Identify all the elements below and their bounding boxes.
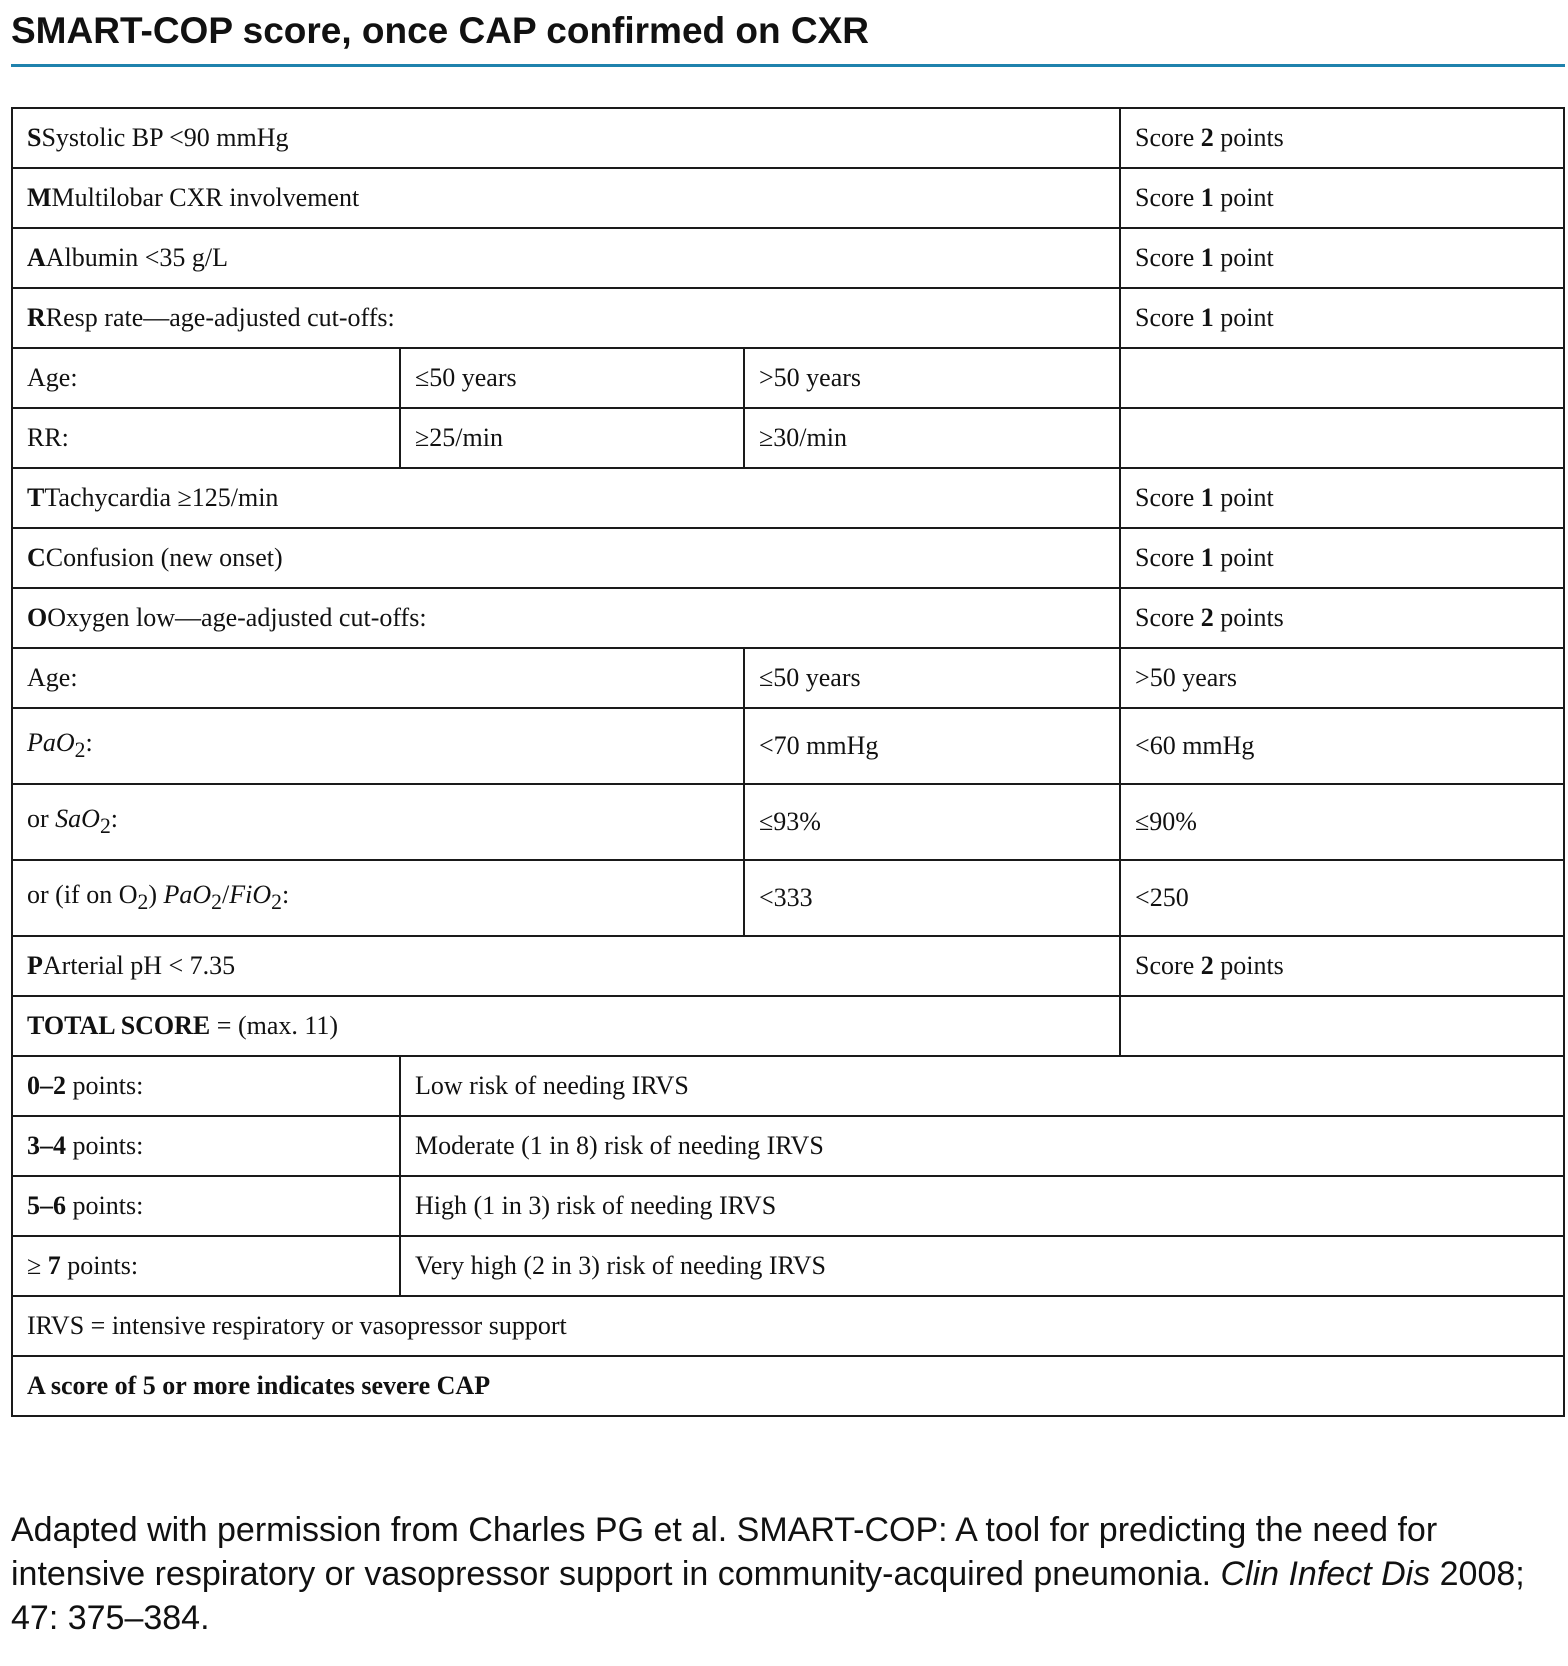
criterion-row-c [12, 528, 1564, 588]
criterion-row-o [12, 588, 1564, 648]
pao2-young-value: <70 mmHg [744, 708, 1120, 784]
rr-old-value: ≥30/min [744, 408, 1120, 468]
title-underline [11, 64, 1565, 67]
risk-description: Moderate (1 in 8) risk of needing IRVS [400, 1116, 1564, 1176]
ratio-label: or (if on $O_2$) PaO$_2$/FiO$_2$: [12, 860, 744, 936]
risk-description: High (1 in 3) risk of needing IRVS [400, 1176, 1564, 1236]
page-title: SMART-COP score, once CAP confirmed on CXR [11, 10, 870, 51]
criterion-score: Score 1 point [1120, 168, 1564, 228]
smart-cop-table [11, 107, 1565, 1417]
oxygen-age-young: ≤50 years [744, 648, 1120, 708]
criterion-label: PArterial pH < 7.35 [12, 936, 1120, 996]
criterion-label: TTachycardia ≥125/min [12, 468, 1120, 528]
criterion-score: Score 2 points [1120, 936, 1564, 996]
severe-cap-note: A score of 5 or more indicates severe CAP [12, 1356, 1564, 1416]
criterion-score: Score 2 points [1120, 588, 1564, 648]
criterion-row-r [12, 288, 1564, 348]
criterion-label: OOxygen low—age-adjusted cut-offs: [12, 588, 1120, 648]
criterion-label: CConfusion (new onset) [12, 528, 1120, 588]
risk-row [12, 1236, 1564, 1296]
criterion-row-p [12, 936, 1564, 996]
risk-range: 5–6 points: [12, 1176, 400, 1236]
oxygen-age-label: Age: [12, 648, 744, 708]
criterion-score: Score 1 point [1120, 288, 1564, 348]
empty-cell [1120, 408, 1564, 468]
source-caption: Adapted with permission from Charles PG et al. SMART-COP: A tool for predicting the need for intensive respiratory or vasopressor support in community-acquired pneumonia. Clin Infect Dis 2008; 47: 375–384. [11, 1511, 1525, 1637]
sao2-old-value: ≤90% [1120, 784, 1564, 860]
rr-age-old: >50 years [744, 348, 1120, 408]
risk-description: Very high (2 in 3) risk of needing IRVS [400, 1236, 1564, 1296]
criterion-row-a [12, 228, 1564, 288]
rr-value-row [12, 408, 1564, 468]
risk-range: ≥ 7 points: [12, 1236, 400, 1296]
rr-age-row [12, 348, 1564, 408]
ratio-old-value: <250 [1120, 860, 1564, 936]
criterion-score: Score 1 point [1120, 228, 1564, 288]
total-score-row [12, 996, 1564, 1056]
risk-row [12, 1056, 1564, 1116]
pao2-label: PaO$_2$: [12, 708, 744, 784]
risk-row [12, 1176, 1564, 1236]
sao2-young-value: ≤93% [744, 784, 1120, 860]
total-score-label: TOTAL SCORE = (max. 11) [12, 996, 1120, 1056]
rr-age-young: ≤50 years [400, 348, 744, 408]
risk-range: 0–2 points: [12, 1056, 400, 1116]
risk-row [12, 1116, 1564, 1176]
criterion-label: SSystolic BP <90 mmHg [12, 108, 1120, 168]
risk-description: Low risk of needing IRVS [400, 1056, 1564, 1116]
total-score-value [1120, 996, 1564, 1056]
oxygen-age-row [12, 648, 1564, 708]
irvs-definition: IRVS = intensive respiratory or vasopressor support [12, 1296, 1564, 1356]
oxygen-age-old: >50 years [1120, 648, 1564, 708]
pao2-old-value: <60 mmHg [1120, 708, 1564, 784]
criterion-row-t [12, 468, 1564, 528]
criterion-score: Score 2 points [1120, 108, 1564, 168]
severe-footnote-row [12, 1356, 1564, 1416]
criterion-score: Score 1 point [1120, 468, 1564, 528]
criterion-row-s [12, 108, 1564, 168]
rr-label: RR: [12, 408, 400, 468]
oxygen-pao2-row [12, 708, 1564, 784]
sao2-label: or SaO$_2$: [12, 784, 744, 860]
criterion-row-m [12, 168, 1564, 228]
oxygen-sao2-row [12, 784, 1564, 860]
journal-name: Clin Infect Dis [1220, 1555, 1431, 1593]
oxygen-ratio-row [12, 860, 1564, 936]
risk-range: 3–4 points: [12, 1116, 400, 1176]
criterion-score: Score 1 point [1120, 528, 1564, 588]
ratio-young-value: <333 [744, 860, 1120, 936]
rr-age-label: Age: [12, 348, 400, 408]
empty-cell [1120, 348, 1564, 408]
rr-young-value: ≥25/min [400, 408, 744, 468]
criterion-label: AAlbumin <35 g/L [12, 228, 1120, 288]
criterion-label: RResp rate—age-adjusted cut-offs: [12, 288, 1120, 348]
irvs-footnote-row [12, 1296, 1564, 1356]
criterion-label: MMultilobar CXR involvement [12, 168, 1120, 228]
